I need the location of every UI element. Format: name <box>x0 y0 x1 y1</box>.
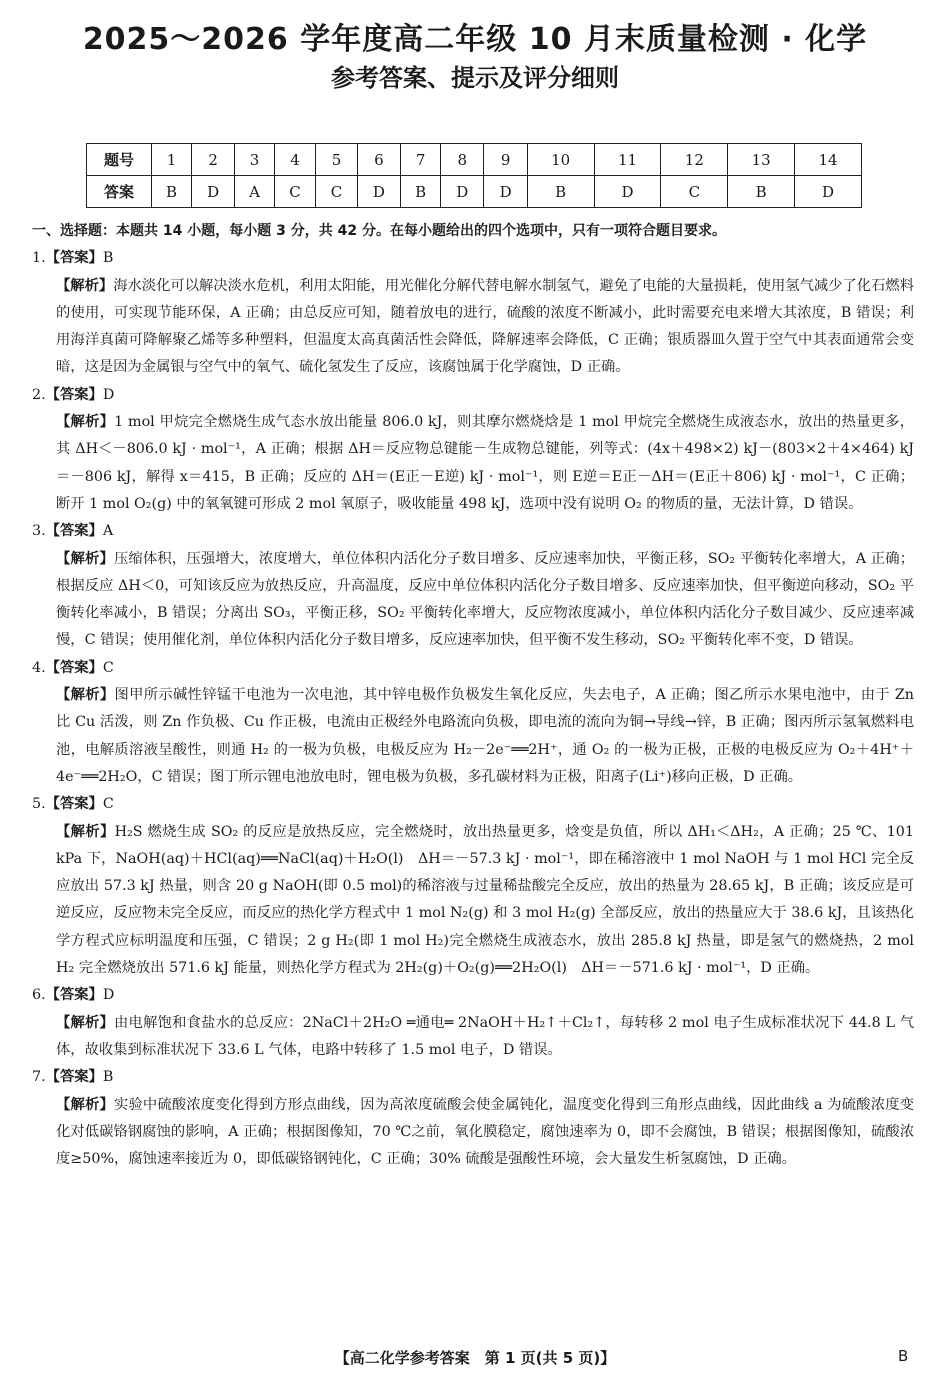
question-answer-line <box>32 791 914 818</box>
table-cell: 6 <box>357 144 400 176</box>
explanation-label: 【解析】 <box>56 1096 114 1113</box>
table-cell: B <box>152 176 192 208</box>
question-block <box>32 382 914 518</box>
question-answer-line <box>32 1064 914 1091</box>
explanation-text: 压缩体积，压强增大，浓度增大，单位体积内活化分子数目增多、反应速率加快，平衡正移，SO₂ 平衡转化率增大，A 正确；根据反应 ΔH＜0，可知该反应为放热反应，升高温度，反应中单位体积内活化分子数目增多、反应速率加快，但平衡逆向移动，SO₂ 平衡转化率减小，B 错误；分离出 SO₃，平衡正移，SO₂ 平衡转化率增大，反应物浓度减小，单位体积内活化分子数目减少、反应速率减慢，C 错误；使用催化剂，单位体积内活化分子数目增多，反应速率加快，但平衡不发生移动，SO₂ 平衡转化率不变，D 错误。 <box>56 550 915 649</box>
table-cell: D <box>484 176 527 208</box>
explanation-paragraph <box>56 1092 914 1174</box>
answer-value: D <box>102 987 115 1004</box>
table-cell: 11 <box>594 144 661 176</box>
explanation-label: 【解析】 <box>56 550 114 567</box>
table-cell: 14 <box>795 144 862 176</box>
answer-content <box>32 218 914 1173</box>
answer-value: A <box>102 523 114 540</box>
answer-label: 【答案】 <box>45 386 103 403</box>
answer-label: 【答案】 <box>45 1069 103 1086</box>
question-answer-line <box>32 655 914 682</box>
explanation-text: 由电解饱和食盐水的总反应：2NaCl＋2H₂O ═通电═ 2NaOH＋H₂↑＋Cl₂↑，每转移 2 mol 电子生成标准状况下 44.8 L 气体，故收集到标准状况下 33.6 L 气体，电路中转移了 1.5 mol 电子，D 错误。 <box>56 1014 915 1058</box>
answer-label: 【答案】 <box>45 987 103 1004</box>
table-cell: B <box>401 176 441 208</box>
explanation-paragraph <box>56 682 914 791</box>
table-cell: 2 <box>192 144 235 176</box>
question-number: 1. <box>32 250 46 267</box>
table-cell: 10 <box>527 144 594 176</box>
paper-version-code: B <box>898 1347 909 1365</box>
table-cell: D <box>192 176 235 208</box>
explanation-text: H₂S 燃烧生成 SO₂ 的反应是放热反应，完全燃烧时，放出热量更多，焓变是负值，所以 ΔH₁＜ΔH₂，A 正确；25 ℃、101 kPa 下，NaOH(aq)＋HCl(aq)══NaCl(aq)＋H₂O(l) ΔH＝－57.3 kJ · mol⁻¹，即在稀溶液中 1 mol NaOH 与 1 mol HCl 完全反应放出 57.3 kJ 热量，则含 20 g NaOH(即 0.5 mol)的稀溶液与过量稀盐酸完全反应，放出的热量为 28.65 kJ，B 正确；该反应是可逆反应，反应物未完全反应，而反应的热化学方程式中 1 mol N₂(g) 和 3 mol H₂(g) 全部反应，放出的热量应大于 38.6 kJ，且该热化学方程式应标明温度和压强，C 错误；2 g H₂(即 1 mol H₂)完全燃烧生成液态水，放出 285.8 kJ 热量，即是氢气的燃烧热，2 mol H₂ 完全燃烧放出 571.6 kJ 能量，则热化学方程式为 2H₂(g)＋O₂(g)══2H₂O(l) ΔH＝－571.6 kJ · mol⁻¹，D 正确。 <box>56 823 914 977</box>
explanation-label: 【解析】 <box>56 823 115 840</box>
table-cell: 9 <box>484 144 527 176</box>
table-cell: B <box>527 176 594 208</box>
row-label-number: 题号 <box>87 144 152 176</box>
explanation-text: 实验中硫酸浓度变化得到方形点曲线，因为高浓度硫酸会使金属钝化，温度变化得到三角形点曲线，因此曲线 a 为硫酸浓度变化对低碳铬钢腐蚀的影响，A 正确；根据图像知，70 ℃之前，氧化膜稳定，腐蚀速率为 0，即不会腐蚀，B 错误；根据图像知，硫酸浓度≥50%，腐蚀速率接近为 0，即低碳铬钢钝化，C 正确；30% 硫酸是强酸性环境，会大量发生析氢腐蚀，D 正确。 <box>56 1096 915 1168</box>
answer-table <box>86 143 862 208</box>
question-block <box>32 982 914 1064</box>
question-block <box>32 1064 914 1173</box>
answer-value: C <box>102 659 114 676</box>
table-cell: A <box>235 176 274 208</box>
table-cell: C <box>661 176 728 208</box>
table-cell: C <box>274 176 316 208</box>
table-cell: D <box>441 176 484 208</box>
explanation-text: 海水淡化可以解决淡水危机，利用太阳能，用光催化分解代替电解水制氢气，避免了电能的大量损耗，使用氢气减少了化石燃料的使用，可实现节能环保，A 正确；由总反应可知，随着放电的进行，硫酸的浓度不断减小，此时需要充电来增大其浓度，B 错误；利用海洋真菌可降解聚乙烯等多种塑料，但温度太高真菌活性会降低，降解速率会降低，C 正确；银质器皿久置于空气中其表面通常会变暗，这是因为金属银与空气中的氧气、硫化氢发生了反应，该腐蚀属于化学腐蚀，D 正确。 <box>56 277 914 376</box>
table-cell: 4 <box>274 144 316 176</box>
table-cell: D <box>594 176 661 208</box>
explanation-text: 1 mol 甲烷完全燃烧生成气态水放出能量 806.0 kJ，则其摩尔燃烧焓是 1 mol 甲烷完全燃烧生成液态水，放出的热量更多，其 ΔH＜－806.0 kJ · mol⁻¹，A 正确；根据 ΔH＝反应物总键能－生成物总键能，列等式：(4x＋498×2) kJ－(803×2＋4×464) kJ＝－806 kJ，解得 x＝415，B 正确；反应的 ΔH＝(E正－E逆) kJ · mol⁻¹，则 E逆＝E正－ΔH＝(E正＋806) kJ · mol⁻¹，C 正确；断开 1 mol O₂(g) 中的氧氧键可形成 2 mol 氧原子，吸收能量 498 kJ，选项中没有说明 O₂ 的物质的量，无法计算，D 错误。 <box>56 414 915 512</box>
table-cell: D <box>795 176 862 208</box>
explanation-paragraph <box>56 546 914 655</box>
explanation-paragraph <box>56 409 914 518</box>
answer-label: 【答案】 <box>45 796 103 813</box>
question-answer-line <box>32 382 914 409</box>
question-number: 7. <box>32 1069 46 1086</box>
table-cell: C <box>316 176 358 208</box>
table-cell: B <box>728 176 795 208</box>
answer-label: 【答案】 <box>45 250 103 267</box>
question-answer-line <box>32 982 914 1009</box>
table-cell: 7 <box>401 144 441 176</box>
question-number: 4. <box>32 659 46 676</box>
answer-label: 【答案】 <box>45 523 103 540</box>
answer-value: C <box>102 796 114 813</box>
question-answer-line <box>32 518 914 545</box>
question-block <box>32 655 914 791</box>
table-cell: 3 <box>235 144 274 176</box>
question-number: 5. <box>32 796 46 813</box>
question-block <box>32 245 914 381</box>
answer-value: B <box>102 1069 114 1086</box>
table-cell: 8 <box>441 144 484 176</box>
answer-row <box>87 176 862 208</box>
page-subtitle: 参考答案、提示及评分细则 <box>331 64 619 92</box>
explanation-paragraph <box>56 1010 914 1065</box>
explanation-label: 【解析】 <box>56 414 115 431</box>
explanation-label: 【解析】 <box>56 687 115 704</box>
page-title: 2025～2026 学年度高二年级 10 月末质量检测 · 化学 <box>82 22 868 57</box>
answer-label: 【答案】 <box>45 659 103 676</box>
explanation-paragraph <box>56 819 914 983</box>
question-number-row <box>87 144 862 176</box>
section-heading: 一、选择题：本题共 14 小题，每小题 3 分，共 42 分。在每小题给出的四个选项中，只有一项符合题目要求。 <box>32 223 726 239</box>
answer-value: B <box>102 250 114 267</box>
table-cell: 12 <box>661 144 728 176</box>
table-cell: 5 <box>316 144 358 176</box>
table-cell: D <box>357 176 400 208</box>
table-cell: 1 <box>152 144 192 176</box>
table-cell: 13 <box>728 144 795 176</box>
page-footer: 【高二化学参考答案 第 1 页(共 5 页)】 <box>334 1349 616 1367</box>
question-number: 2. <box>32 386 46 403</box>
explanation-text: 图甲所示碱性锌锰干电池为一次电池，其中锌电极作负极发生氧化反应，失去电子，A 正确；图乙所示水果电池中，由于 Zn 比 Cu 活泼，则 Zn 作负极、Cu 作正极，电流由正极经外电路流向负极，即电流的流向为铜→导线→锌，B 正确；图丙所示氢氧燃料电池，电解质溶液呈酸性，则通 H₂ 的一极为负极，电极反应为 H₂－2e⁻══2H⁺，通 O₂ 的一极为正极，正极的电极反应为 O₂＋4H⁺＋4e⁻══2H₂O，C 错误；图丁所示锂电池放电时，锂电极为负极，多孔碳材料为正极，阳离子(Li⁺)移向正极，D 正确。 <box>56 687 915 785</box>
question-answer-line <box>32 245 914 272</box>
explanation-label: 【解析】 <box>56 277 114 294</box>
question-block <box>32 518 914 654</box>
question-number: 3. <box>32 523 46 540</box>
explanation-paragraph <box>56 273 914 382</box>
answer-value: D <box>102 386 115 403</box>
row-label-answer: 答案 <box>87 176 152 208</box>
question-number: 6. <box>32 987 46 1004</box>
explanation-label: 【解析】 <box>56 1014 115 1031</box>
question-block <box>32 791 914 982</box>
